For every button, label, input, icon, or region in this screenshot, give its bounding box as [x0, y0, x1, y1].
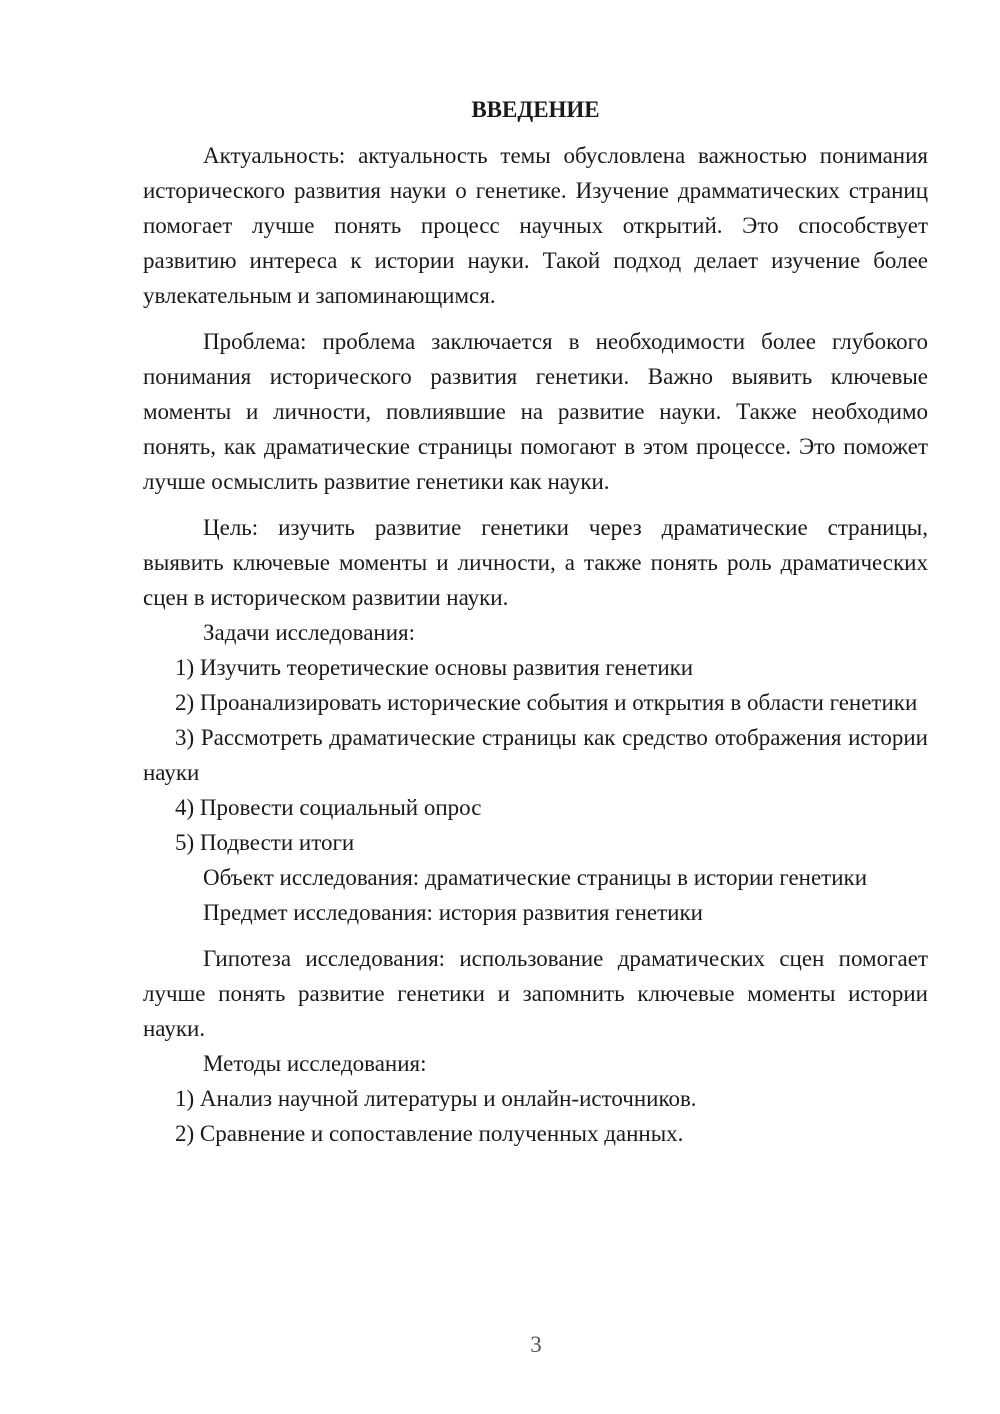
methods-title: Методы исследования:	[203, 1051, 427, 1076]
goal-paragraph: Цель: изучить развитие генетики через драматические страницы, выявить ключевые моменты и личности, а также понять роль драматических сцен в историческом развитии науки.	[143, 515, 928, 610]
page-number: 3	[530, 1332, 542, 1357]
method-item-2: 2) Сравнение и сопоставление полученных данных.	[175, 1121, 684, 1146]
task-item-1: 1) Изучить теоретические основы развития генетики	[175, 655, 694, 680]
relevance-paragraph: Актуальность: актуальность темы обусловлена важностью понимания исторического развития науки о генетике. Изучение драмматических страниц помогает лучше понять процесс научных открытий. Это способствует развитию интереса к истории науки. Такой подход делает изучение более увлекательным и запоминающимся.	[143, 143, 928, 308]
method-item-1: 1) Анализ научной литературы и онлайн-источников.	[175, 1086, 697, 1111]
problem-paragraph: Проблема: проблема заключается в необходимости более глубокого понимания исторического развития генетики. Важно выявить ключевые моменты и личности, повлиявшие на развитие науки. Также необходимо понять, как драматические страницы помогают в этом процессе. Это поможет лучше осмыслить развитие генетики как науки.	[143, 329, 928, 494]
task-item-2: 2) Проанализировать исторические события и открытия в области генетики	[175, 690, 918, 715]
page-title: ВВЕДЕНИЕ	[471, 97, 600, 122]
page-content	[143, 92, 928, 1151]
research-subject: Предмет исследования: история развития генетики	[203, 900, 703, 925]
task-item-4: 4) Провести социальный опрос	[175, 795, 482, 820]
task-item-5: 5) Подвести итоги	[175, 830, 355, 855]
task-item-3: 3) Рассмотреть драматические страницы как средство отображения истории науки	[143, 725, 928, 785]
tasks-title: Задачи исследования:	[203, 620, 416, 645]
research-object: Объект исследования: драматические страницы в истории генетики	[203, 865, 868, 890]
hypothesis-paragraph: Гипотеза исследования: использование драматических сцен помогает лучше понять развитие генетики и запомнить ключевые моменты истории науки.	[143, 946, 928, 1041]
